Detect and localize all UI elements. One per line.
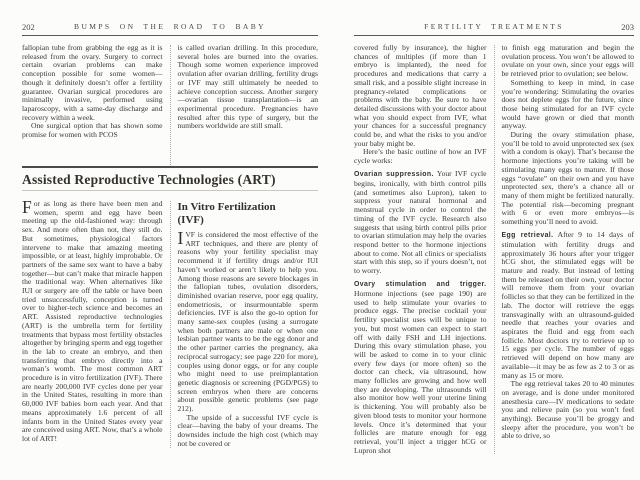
left-header-rule (22, 35, 318, 36)
left-page-number: 202 (22, 22, 35, 32)
step-text: After 9 to 14 days of stimulation with fertility drugs and approximately 36 hours after your trigger hCG shot, the stimulated eggs will be mature and ready. But instead of letting them be released on their own, your doctor will remove them from your ovarian follicles so that they can be fertilized in the lab. The doctor will retrieve the eggs transvaginally with an ultrasound-guided needle that reaches your ovaries and aspirates the fluid and egg from each follicle. Most doctors try to retrieve up to 15 eggs per cycle. The number of eggs retrieved will depend on how many are available—it may be as few as 2 to 3 or as many as 15 or more. (501, 230, 634, 380)
paragraph: to finish egg maturation and begin the ovulation process. You won’t be allowed to ovulate on your own, since your eggs will be retrieved prior to ovulation; see below. (501, 43, 634, 79)
paragraph: Here’s the basic outline of how an IVF cycle works: (354, 147, 487, 166)
page-right (354, 20, 634, 464)
right-column-2 (502, 44, 635, 455)
left-running-head (22, 20, 318, 32)
dropcap: F (22, 197, 32, 217)
left-top-section (22, 44, 318, 166)
ivf-step-paragraph (354, 280, 487, 455)
right-running-head-title: FERTILITY TREATMENTS (424, 22, 564, 31)
right-header-rule (354, 35, 634, 36)
left-bottom-column-1 (22, 197, 163, 449)
paragraph: fallopian tube from grabbing the egg as it is released from the ovary. Surgery to correct certain ovarian problems can make conception possible for some women—though it definitely doesn’t offer a fertility guarantee. Ovarian surgical procedures are minimally invasive, performed using laparoscopy, with a same-day discharge and recovery within a week. (22, 44, 163, 122)
left-top-column-2 (178, 44, 319, 166)
paragraph-with-dropcap (22, 197, 163, 444)
paragraph-with-dropcap (177, 228, 319, 414)
art-heading-top-rule (22, 166, 318, 168)
right-running-head (354, 20, 634, 32)
right-column-1 (354, 44, 487, 455)
column-divider (494, 45, 495, 454)
step-label: Egg retrieval. (501, 232, 554, 240)
art-section-heading-block (22, 166, 318, 191)
right-body-section (354, 44, 634, 455)
dropcap: I (177, 228, 184, 248)
left-bottom-column-2 (178, 200, 319, 449)
right-page-number: 203 (621, 22, 634, 32)
step-label: Ovarian suppression. (354, 171, 434, 179)
paragraph: is called ovarian drilling. In this procedure, several holes are burned into the ovaries. Though some women experience improved ovulation after ovarian drilling, fertility drugs or IVF may still ultimately be needed to achieve conception success. Another surgery—ovarian tissue transplantation—is an experimental procedure. Pregnancies have resulted after this type of surgery, but the numbers worldwide are still small. (177, 44, 318, 131)
left-bottom-section (22, 197, 318, 449)
paragraph: Something to keep in mind, in case you’re wondering: Stimulating the ovaries does not deplete eggs for the future, since those being stimulated for an IVF cycle would have grown or died that month anyway. (501, 77, 634, 131)
step-text: Your IVF cycle begins, ironically, with birth control pills (and sometimes also Lupron), taken to suppress your natural hormonal and menstrual cycle in order to control the timing of the IVF cycle. Research also suggests that using birth control pills prior to ovarian stimulation may help the ovaries respond better to the hormone injections about to come. Not all clinics or specialists start with this step, so if yours doesn’t, not to worry. (354, 169, 487, 276)
paragraph: The egg retrieval takes 20 to 40 minutes on average, and is done under monitored anesthesia care—IV medications to sedate you and relieve pain (so you won’t feel anything). Because you’ll be groggy and sleepy after the procedure, you won’t be able to drive, so (501, 379, 634, 441)
paragraph-text: VF is considered the most effective of the ART techniques, and there are plenty of reasons why your fertility specialist may recommend it if fertility drugs and/or IUI haven’t worked or aren’t likely to help you. Among those reasons are severe blockages in the fallopian tubes, ovulation disorders, diminished ovarian reserve, poor egg quality, endometriosis, or insurmountable sperm deficiencies. IVF is also the go-to option for many same-sex couples (using a surrogate when both partners are male or when one lesbian partner wants to be the egg donor and the other partner carries the pregnancy, aka reciprocal surrogacy; see page 220 for more), couples using donor eggs, or for any couple who might need to use preimplantation genetic diagnosis or screening (PGD/PGS) to screen embryos when there are concerns about possible genetic problems (see page 212). (177, 230, 318, 414)
left-top-column-1 (22, 44, 163, 166)
ivf-step-paragraph (354, 170, 487, 275)
ivf-subheading: In Vitro Fertilization (IVF) (177, 201, 276, 226)
art-section-title: Assisted Reproductive Technologies (ART) (22, 172, 276, 187)
column-divider (170, 45, 171, 165)
step-text: Hormone injections (see page 190) are used to help stimulate your ovaries to produce eggs. The precise cocktail your fertility specialist uses will be unique to you, but most women can expect to start off with daily FSH and LH injections. During this ovary stimulation phase, you will be asked to come in to your clinic every few days (or more often) so the doctor can check, via ultrasound, how many follicles are growing and how well they are developing. The ultrasounds will also monitor how well your uterine lining is thickening. You will probably also be given blood tests to monitor your hormone levels. Once it’s determined that your follicles are mature enough for egg retrieval, you’ll inject a trigger hCG or Lupron shot (354, 288, 487, 455)
left-running-head-title: BUMPS ON THE ROAD TO BABY (74, 22, 266, 31)
paragraph: covered fully by insurance), the higher chances of multiples (if more than 1 embryo is implanted), the need for procedures and medications that carry a small risk, and a possible slight increase in pregnancy-related complications or problems with the baby. Be sure to have detailed discussions with your doctor about what you should expect from IVF, what your chances for a successful pregnancy could be, and what the risks to you and/or your baby might be. (354, 43, 487, 148)
column-divider (170, 201, 171, 448)
paragraph-text: or as long as there have been men and women, sperm and egg have been meeting up the old-fashioned way: through sex. And more often than not, they still do. But sometimes, physiological factors intervene to make that amazing meeting impossible, or at least, highly improbable. Or partners of the same sex want to have a baby together—but can’t make that miracle happen the traditional way. When alternatives like IUI or surgery are off the table or have been tried unsuccessfully, conception is turned over to higher-tech science and becomes an ART. Assisted reproductive technologies (ART) is the umbrella term for fertility treatments that bypass most fertility obstacles altogether by bringing sperm and egg together in the lab to create an embryo, and then transferring that embryo directly into a woman’s womb. The most common ART procedure is in vitro fertilization (IVF). There are nearly 200,000 IVF cycles done per year in the United States, resulting in more than 60,000 IVF babies born each year. And that means approximately 1.6 percent of all infants born in the United States every year are conceived using ART. Now, that’s a whole lot of ART! (22, 199, 163, 443)
paragraph: One surgical option that has shown some promise for women with PCOS (22, 121, 163, 140)
paragraph: During the ovary stimulation phase, you’ll be told to avoid unprotected sex (sex with a condom is okay). That’s because the hormone injections you’re taking will be stimulating many eggs to mature. If those eggs “ovulate” on their own and you have unprotected sex, there’s a chance all or many of them might be fertilized naturally. The potential risk—becoming pregnant with 6 or even more embryos—is something you’ll need to avoid. (501, 130, 634, 227)
paragraph: The upside of a successful IVF cycle is clear—having the baby of your dreams. The downsides include the high cost (which may not be covered or (177, 412, 318, 448)
step-label: Ovary stimulation and trigger. (354, 281, 487, 289)
art-heading-bottom-rule (22, 190, 318, 191)
page-left (22, 20, 318, 464)
ivf-step-paragraph (502, 231, 635, 380)
